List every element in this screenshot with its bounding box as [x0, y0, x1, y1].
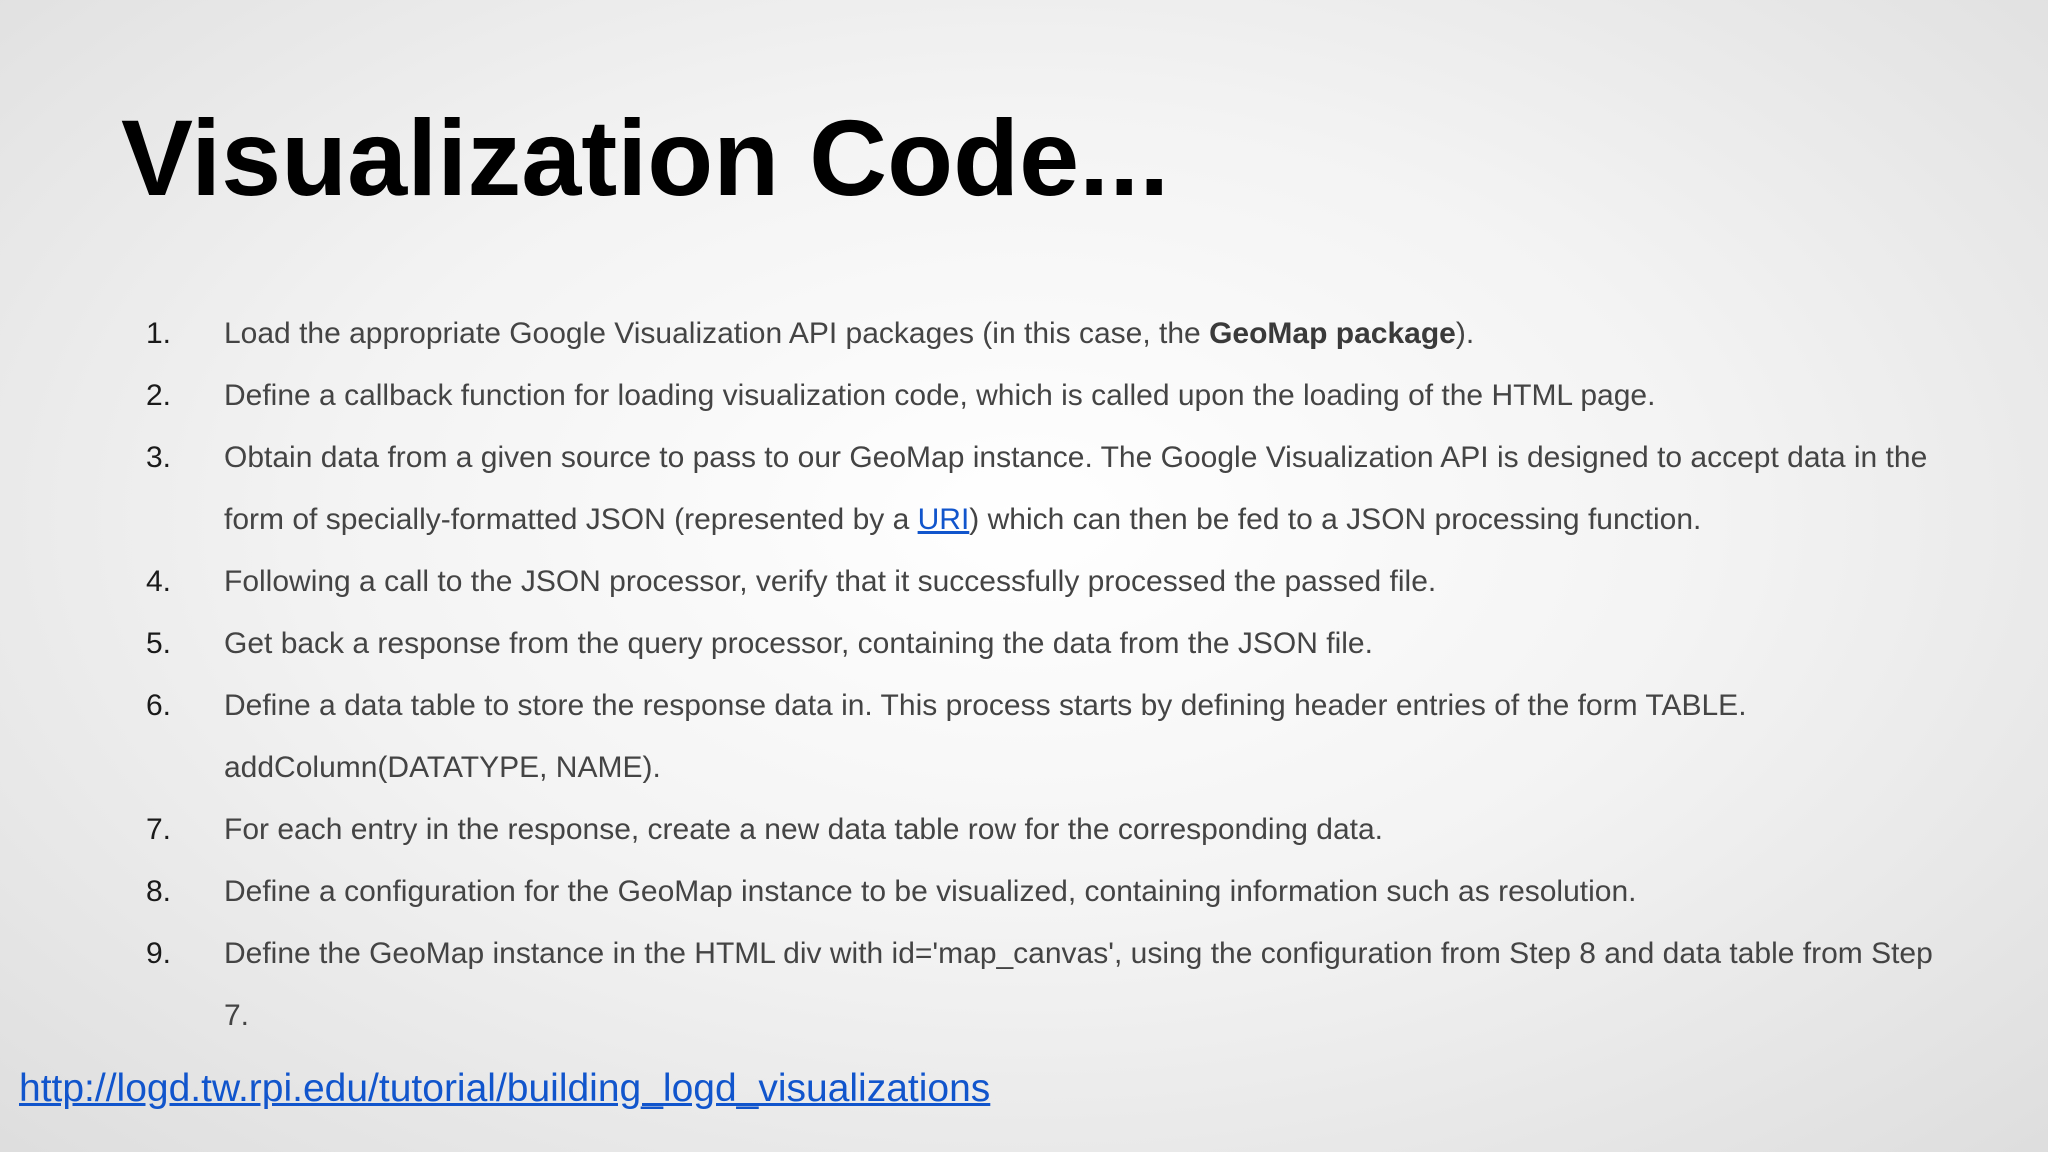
tutorial-url-link[interactable]: http://logd.tw.rpi.edu/tutorial/building_logd_visualizations [19, 1067, 991, 1110]
list-item [146, 365, 1946, 427]
list-item [146, 427, 1946, 551]
steps-list [146, 303, 1946, 1047]
step-number: 1. [146, 317, 172, 350]
step-text: Following a call to the JSON processor, verify that it successfully processed the passed file. [224, 565, 1437, 598]
step-number: 4. [146, 565, 172, 598]
slide-title: Visualization Code... [121, 97, 1170, 218]
step-number: 8. [146, 875, 172, 908]
step-text: Get back a response from the query processor, containing the data from the JSON file. [224, 627, 1373, 660]
step-number: 6. [146, 689, 172, 722]
list-item [146, 799, 1946, 861]
step-number: 9. [146, 937, 172, 970]
step-number: 5. [146, 627, 172, 660]
step-text-part: Obtain data from a given source to pass to our GeoMap instance. The Google Visualization API is designed to accept data in the form of specially-formatted JSON (represented by a [224, 441, 1928, 536]
list-item [146, 303, 1946, 365]
step-text: Define the GeoMap instance in the HTML div with id='map_canvas', using the configuration from Step 8 and data table from Step 7. [224, 937, 1933, 1032]
list-item [146, 551, 1946, 613]
list-item [146, 923, 1946, 1047]
step-text: Define a configuration for the GeoMap instance to be visualized, containing information such as resolution. [224, 875, 1637, 908]
uri-link[interactable]: URI [917, 503, 970, 536]
list-item [146, 675, 1946, 799]
step-number: 2. [146, 379, 172, 412]
list-item [146, 613, 1946, 675]
list-item [146, 861, 1946, 923]
step-text: For each entry in the response, create a new data table row for the corresponding data. [224, 813, 1384, 846]
step-text-part: Load the appropriate Google Visualization API packages (in this case, the [224, 317, 1210, 350]
step-number: 7. [146, 813, 172, 846]
step-text-part: ). [1455, 317, 1475, 350]
step-text [224, 303, 1946, 365]
step-text-part: ) which can then be fed to a JSON processing function. [969, 503, 1702, 536]
step-text: Define a callback function for loading visualization code, which is called upon the loading of the HTML page. [224, 379, 1656, 412]
step-text [224, 427, 1946, 551]
step-bold-text: GeoMap package [1209, 317, 1456, 350]
step-text: Define a data table to store the response data in. This process starts by defining header entries of the form TABLE. addColumn(DATATYPE, NAME). [224, 689, 1747, 784]
step-number: 3. [146, 441, 172, 474]
